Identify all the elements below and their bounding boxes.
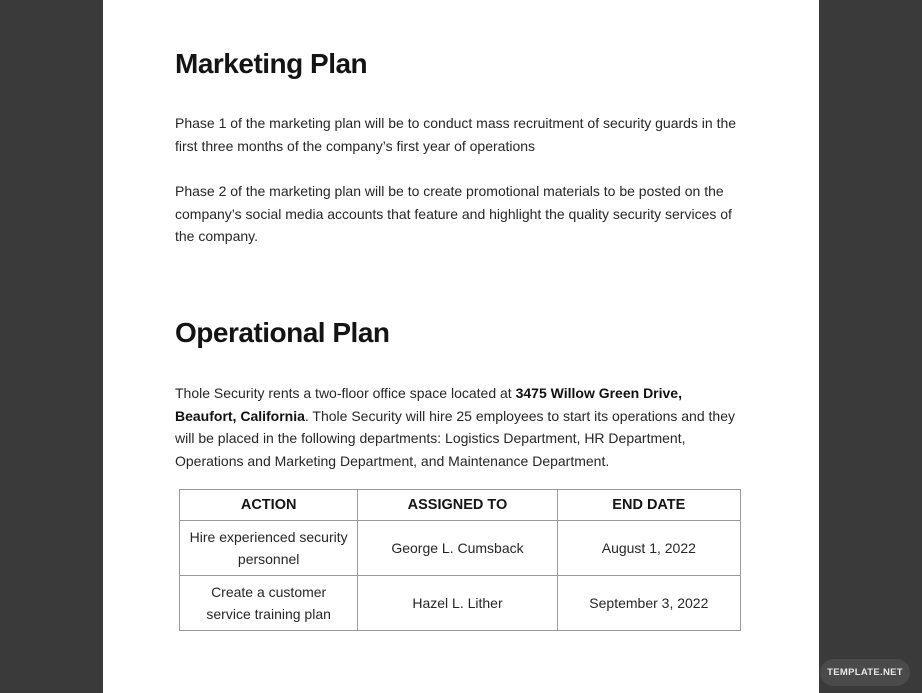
office-address: 3475 Willow Green Drive, Beaufort, California xyxy=(175,385,682,424)
cell-end-date: September 3, 2022 xyxy=(557,576,740,631)
operational-plan-heading: Operational Plan xyxy=(175,317,390,348)
intro-text-start: Thole Security rents a two-floor office space located at xyxy=(175,385,516,401)
operational-plan-table xyxy=(179,489,741,631)
header-assigned-to: ASSIGNED TO xyxy=(358,490,557,521)
document-page xyxy=(103,0,819,693)
cell-action: Hire experienced security personnel xyxy=(180,521,358,576)
cell-assigned-to: George L. Cumsback xyxy=(358,521,557,576)
table-row xyxy=(180,521,741,576)
cell-end-date: August 1, 2022 xyxy=(557,521,740,576)
header-end-date: END DATE xyxy=(557,490,740,521)
intro-text-end: . Thole Security will hire 25 employees to start its operations and they will be placed in the following departments: Logistics Department, HR Department, Operations and Marketing Department, and Maintenance Department. xyxy=(175,407,735,469)
header-action: ACTION xyxy=(180,490,358,521)
table-header-row xyxy=(180,490,741,521)
table-row xyxy=(180,576,741,631)
cell-assigned-to: Hazel L. Lither xyxy=(358,576,557,631)
operational-intro-paragraph xyxy=(175,382,747,472)
marketing-phase1-paragraph: Phase 1 of the marketing plan will be to conduct mass recruitment of security guards in the first three months of the company’s first year of operations xyxy=(175,115,737,154)
marketing-phase2-paragraph: Phase 2 of the marketing plan will be to create promotional materials to be posted on the company’s social media accounts that feature and highlight the quality security services of the company. xyxy=(175,183,732,244)
cell-action: Create a customer service training plan xyxy=(180,576,358,631)
marketing-plan-heading: Marketing Plan xyxy=(175,48,368,79)
template-net-watermark: TEMPLATE.NET xyxy=(820,659,910,686)
